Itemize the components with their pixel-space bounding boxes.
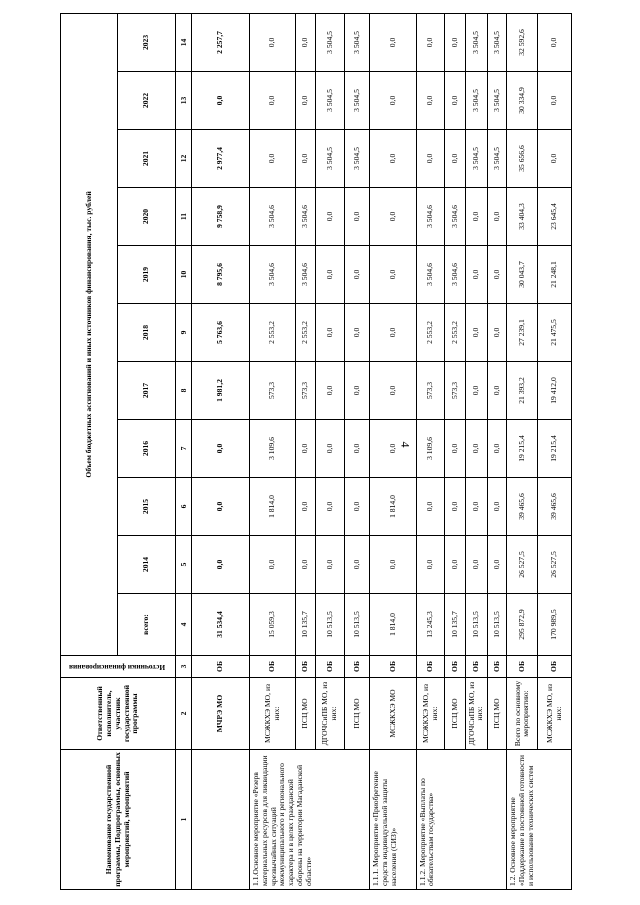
col-number: 1 xyxy=(176,750,192,890)
header-year: 2016 xyxy=(118,420,176,478)
cell-value: 0,0 xyxy=(344,478,369,536)
cell-value: 3 504,5 xyxy=(487,72,507,130)
cell-value: 0,0 xyxy=(487,304,507,362)
cell-value: 3 109,6 xyxy=(416,420,445,478)
cell-value: 0,0 xyxy=(250,130,296,188)
cell-value: 1 814,0 xyxy=(370,478,416,536)
row-name: 1.1.1. Мероприятие «Приобретение средств индивидуальной защиты населения (СИЗ)» xyxy=(370,750,416,890)
cell-value: 0,0 xyxy=(538,130,572,188)
cell-value: 0,0 xyxy=(466,362,487,420)
cell-value: 3 504,6 xyxy=(445,188,466,246)
row-name xyxy=(192,750,250,890)
cell-value: 0,0 xyxy=(344,420,369,478)
table-row xyxy=(370,13,416,889)
row-source: ОБ xyxy=(250,656,296,678)
cell-value: 0,0 xyxy=(466,478,487,536)
cell-value: 0,0 xyxy=(466,536,487,594)
cell-value: 3 504,5 xyxy=(466,13,487,71)
cell-value: 10 513,5 xyxy=(466,594,487,656)
cell-value: 573,3 xyxy=(296,362,316,420)
cell-value: 0,0 xyxy=(250,72,296,130)
cell-value: 3 504,5 xyxy=(487,13,507,71)
cell-value: 39 465,6 xyxy=(507,478,538,536)
cell-value: 9 758,9 xyxy=(192,188,250,246)
col-number: 3 xyxy=(176,656,192,678)
header-year: 2018 xyxy=(118,304,176,362)
cell-value: 0,0 xyxy=(370,362,416,420)
cell-value: 0,0 xyxy=(296,130,316,188)
header-funding: Объем бюджетных ассигнований и иных источников финансирования, тыс. рублей xyxy=(61,13,118,655)
cell-value: 0,0 xyxy=(316,304,345,362)
col-number: 10 xyxy=(176,246,192,304)
cell-value: 2 553,2 xyxy=(445,304,466,362)
cell-value: 26 527,5 xyxy=(507,536,538,594)
table-row xyxy=(192,13,250,889)
cell-value: 0,0 xyxy=(192,420,250,478)
cell-value: 0,0 xyxy=(344,362,369,420)
row-source: ОБ xyxy=(192,656,250,678)
cell-value: 10 513,5 xyxy=(344,594,369,656)
cell-value: 3 504,5 xyxy=(316,130,345,188)
col-number: 2 xyxy=(176,678,192,750)
table-row xyxy=(416,13,445,889)
cell-value: 0,0 xyxy=(344,536,369,594)
cell-value: 3 504,5 xyxy=(344,72,369,130)
col-number: 14 xyxy=(176,13,192,71)
cell-value: 0,0 xyxy=(192,536,250,594)
cell-value: 0,0 xyxy=(296,420,316,478)
cell-value: 0,0 xyxy=(416,72,445,130)
row-source: ОБ xyxy=(296,656,316,678)
row-executor: ДГОЧСиПБ МО, из них: xyxy=(316,678,345,750)
cell-value: 0,0 xyxy=(370,304,416,362)
cell-value: 2 553,2 xyxy=(250,304,296,362)
cell-value: 3 504,6 xyxy=(416,188,445,246)
row-source: ОБ xyxy=(445,656,466,678)
cell-value: 0,0 xyxy=(344,304,369,362)
header-source-label: Источники финансирования xyxy=(68,662,165,672)
table-row xyxy=(507,13,538,889)
cell-value: 19 412,0 xyxy=(538,362,572,420)
cell-value: 0,0 xyxy=(296,536,316,594)
cell-value: 21 248,1 xyxy=(538,246,572,304)
cell-value: 0,0 xyxy=(487,478,507,536)
cell-value: 0,0 xyxy=(445,72,466,130)
row-executor: ДГОЧСиПБ МО, из них: xyxy=(466,678,487,750)
col-number: 5 xyxy=(176,536,192,594)
cell-value: 0,0 xyxy=(344,188,369,246)
cell-value: 5 763,6 xyxy=(192,304,250,362)
header-year: 2019 xyxy=(118,246,176,304)
cell-value: 0,0 xyxy=(466,188,487,246)
header-name: Наименование государственной программы, Подпрограммы, основных мероприятий, мероприятий xyxy=(61,750,176,890)
rotated-table-wrapper xyxy=(60,14,572,890)
cell-value: 3 504,6 xyxy=(250,188,296,246)
col-number: 11 xyxy=(176,188,192,246)
cell-value: 0,0 xyxy=(192,72,250,130)
row-source: ОБ xyxy=(487,656,507,678)
cell-value: 0,0 xyxy=(416,13,445,71)
header-year: 2023 xyxy=(118,13,176,71)
cell-value: 0,0 xyxy=(466,304,487,362)
cell-value: 0,0 xyxy=(316,536,345,594)
cell-value: 2 977,4 xyxy=(192,130,250,188)
row-executor: ПСЦ МО xyxy=(487,678,507,750)
cell-value: 15 059,3 xyxy=(250,594,296,656)
cell-value: 0,0 xyxy=(538,72,572,130)
cell-value: 0,0 xyxy=(538,13,572,71)
cell-value: 2 257,7 xyxy=(192,13,250,71)
cell-value: 573,3 xyxy=(416,362,445,420)
cell-value: 33 404,3 xyxy=(507,188,538,246)
cell-value: 3 504,5 xyxy=(466,72,487,130)
col-number: 7 xyxy=(176,420,192,478)
cell-value: 573,3 xyxy=(250,362,296,420)
cell-value: 0,0 xyxy=(466,246,487,304)
cell-value: 0,0 xyxy=(445,130,466,188)
cell-value: 0,0 xyxy=(487,420,507,478)
header-year: 2022 xyxy=(118,72,176,130)
cell-value: 2 553,2 xyxy=(296,304,316,362)
funding-table xyxy=(60,13,572,890)
row-source: ОБ xyxy=(416,656,445,678)
cell-value: 0,0 xyxy=(370,130,416,188)
cell-value: 3 504,5 xyxy=(316,13,345,71)
cell-value: 0,0 xyxy=(445,478,466,536)
cell-value: 0,0 xyxy=(487,362,507,420)
cell-value: 0,0 xyxy=(416,536,445,594)
row-executor: МЧРЭ МО xyxy=(192,678,250,750)
cell-value: 0,0 xyxy=(316,478,345,536)
row-source: ОБ xyxy=(538,656,572,678)
cell-value: 26 527,5 xyxy=(538,536,572,594)
header-year: 2015 xyxy=(118,478,176,536)
cell-value: 3 504,6 xyxy=(250,246,296,304)
col-number: 13 xyxy=(176,72,192,130)
cell-value: 1 814,0 xyxy=(370,594,416,656)
row-source: ОБ xyxy=(466,656,487,678)
cell-value: 2 553,2 xyxy=(416,304,445,362)
cell-value: 8 795,6 xyxy=(192,246,250,304)
cell-value: 0,0 xyxy=(344,246,369,304)
cell-value: 0,0 xyxy=(370,72,416,130)
col-number: 6 xyxy=(176,478,192,536)
cell-value: 0,0 xyxy=(370,420,416,478)
cell-value: 35 656,6 xyxy=(507,130,538,188)
header-year: 2014 xyxy=(118,536,176,594)
row-name: 1.2. Основное мероприятие «Поддержание в постоянной готовности и использование технических систем xyxy=(507,750,572,890)
row-source: ОБ xyxy=(370,656,416,678)
cell-value: 0,0 xyxy=(370,13,416,71)
cell-value: 0,0 xyxy=(445,536,466,594)
cell-value: 3 504,6 xyxy=(445,246,466,304)
cell-value: 21 393,2 xyxy=(507,362,538,420)
cell-value: 0,0 xyxy=(370,536,416,594)
cell-value: 3 504,5 xyxy=(466,130,487,188)
header-year: 2017 xyxy=(118,362,176,420)
cell-value: 0,0 xyxy=(416,130,445,188)
cell-value: 23 645,4 xyxy=(538,188,572,246)
row-name: 1.1.Основное мероприятие «Резерв материальных ресурсов для ликвидации чрезвычайных ситуаций межмуниципального и регионального характера и в целях гражданской обороны на территории Магаданской области» xyxy=(250,750,370,890)
row-name: 1.1.2. Мероприятие «Выплаты по обязательствам государства» xyxy=(416,750,507,890)
table-row xyxy=(250,13,296,889)
header-executor: Ответственный исполнитель, участник государственной программы xyxy=(61,678,176,750)
cell-value: 0,0 xyxy=(192,478,250,536)
cell-value: 19 215,4 xyxy=(538,420,572,478)
cell-value: 3 109,6 xyxy=(250,420,296,478)
row-source: ОБ xyxy=(507,656,538,678)
cell-value: 3 504,5 xyxy=(316,72,345,130)
page-number: 4 xyxy=(398,441,413,448)
cell-value: 21 475,5 xyxy=(538,304,572,362)
cell-value: 3 504,6 xyxy=(416,246,445,304)
cell-value: 3 504,6 xyxy=(296,188,316,246)
col-number: 4 xyxy=(176,594,192,656)
cell-value: 0,0 xyxy=(487,188,507,246)
row-executor: Всего по основному мероприятию: xyxy=(507,678,538,750)
cell-value: 0,0 xyxy=(250,536,296,594)
cell-value: 0,0 xyxy=(316,420,345,478)
header-total: всего: xyxy=(118,594,176,656)
row-executor: ПСЦ МО xyxy=(344,678,369,750)
row-executor: МСЖКХЭ МО, из них: xyxy=(250,678,296,750)
cell-value: 30 334,9 xyxy=(507,72,538,130)
cell-value: 10 135,7 xyxy=(296,594,316,656)
cell-value: 39 465,6 xyxy=(538,478,572,536)
cell-value: 0,0 xyxy=(316,188,345,246)
cell-value: 0,0 xyxy=(296,478,316,536)
cell-value: 3 504,5 xyxy=(487,130,507,188)
cell-value: 1 814,0 xyxy=(250,478,296,536)
cell-value: 0,0 xyxy=(466,420,487,478)
cell-value: 0,0 xyxy=(316,246,345,304)
cell-value: 31 534,4 xyxy=(192,594,250,656)
cell-value: 3 504,5 xyxy=(344,130,369,188)
cell-value: 30 043,7 xyxy=(507,246,538,304)
cell-value: 0,0 xyxy=(370,246,416,304)
cell-value: 32 592,6 xyxy=(507,13,538,71)
cell-value: 19 215,4 xyxy=(507,420,538,478)
cell-value: 0,0 xyxy=(250,13,296,71)
cell-value: 170 989,5 xyxy=(538,594,572,656)
cell-value: 0,0 xyxy=(370,188,416,246)
cell-value: 0,0 xyxy=(296,13,316,71)
row-executor: МСЖКХЭ МО, из них: xyxy=(416,678,445,750)
cell-value: 1 981,2 xyxy=(192,362,250,420)
header-year: 2020 xyxy=(118,188,176,246)
col-number: 8 xyxy=(176,362,192,420)
row-executor: ПСЦ МО xyxy=(445,678,466,750)
header-year: 2021 xyxy=(118,130,176,188)
row-executor: МСЖКХЭ МО, из них: xyxy=(538,678,572,750)
cell-value: 0,0 xyxy=(416,478,445,536)
row-source: ОБ xyxy=(344,656,369,678)
cell-value: 0,0 xyxy=(487,536,507,594)
row-executor: МСЖКХЭ МО xyxy=(370,678,416,750)
col-number: 9 xyxy=(176,304,192,362)
cell-value: 0,0 xyxy=(445,13,466,71)
cell-value: 10 513,5 xyxy=(316,594,345,656)
cell-value: 3 504,6 xyxy=(296,246,316,304)
row-executor: ПСЦ МО xyxy=(296,678,316,750)
cell-value: 573,3 xyxy=(445,362,466,420)
cell-value: 0,0 xyxy=(316,362,345,420)
col-number: 12 xyxy=(176,130,192,188)
cell-value: 295 872,9 xyxy=(507,594,538,656)
header-source xyxy=(61,656,176,678)
cell-value: 10 513,5 xyxy=(487,594,507,656)
cell-value: 0,0 xyxy=(296,72,316,130)
row-source: ОБ xyxy=(316,656,345,678)
cell-value: 13 245,3 xyxy=(416,594,445,656)
cell-value: 27 239,1 xyxy=(507,304,538,362)
cell-value: 0,0 xyxy=(445,420,466,478)
cell-value: 0,0 xyxy=(487,246,507,304)
cell-value: 3 504,5 xyxy=(344,13,369,71)
cell-value: 10 135,7 xyxy=(445,594,466,656)
